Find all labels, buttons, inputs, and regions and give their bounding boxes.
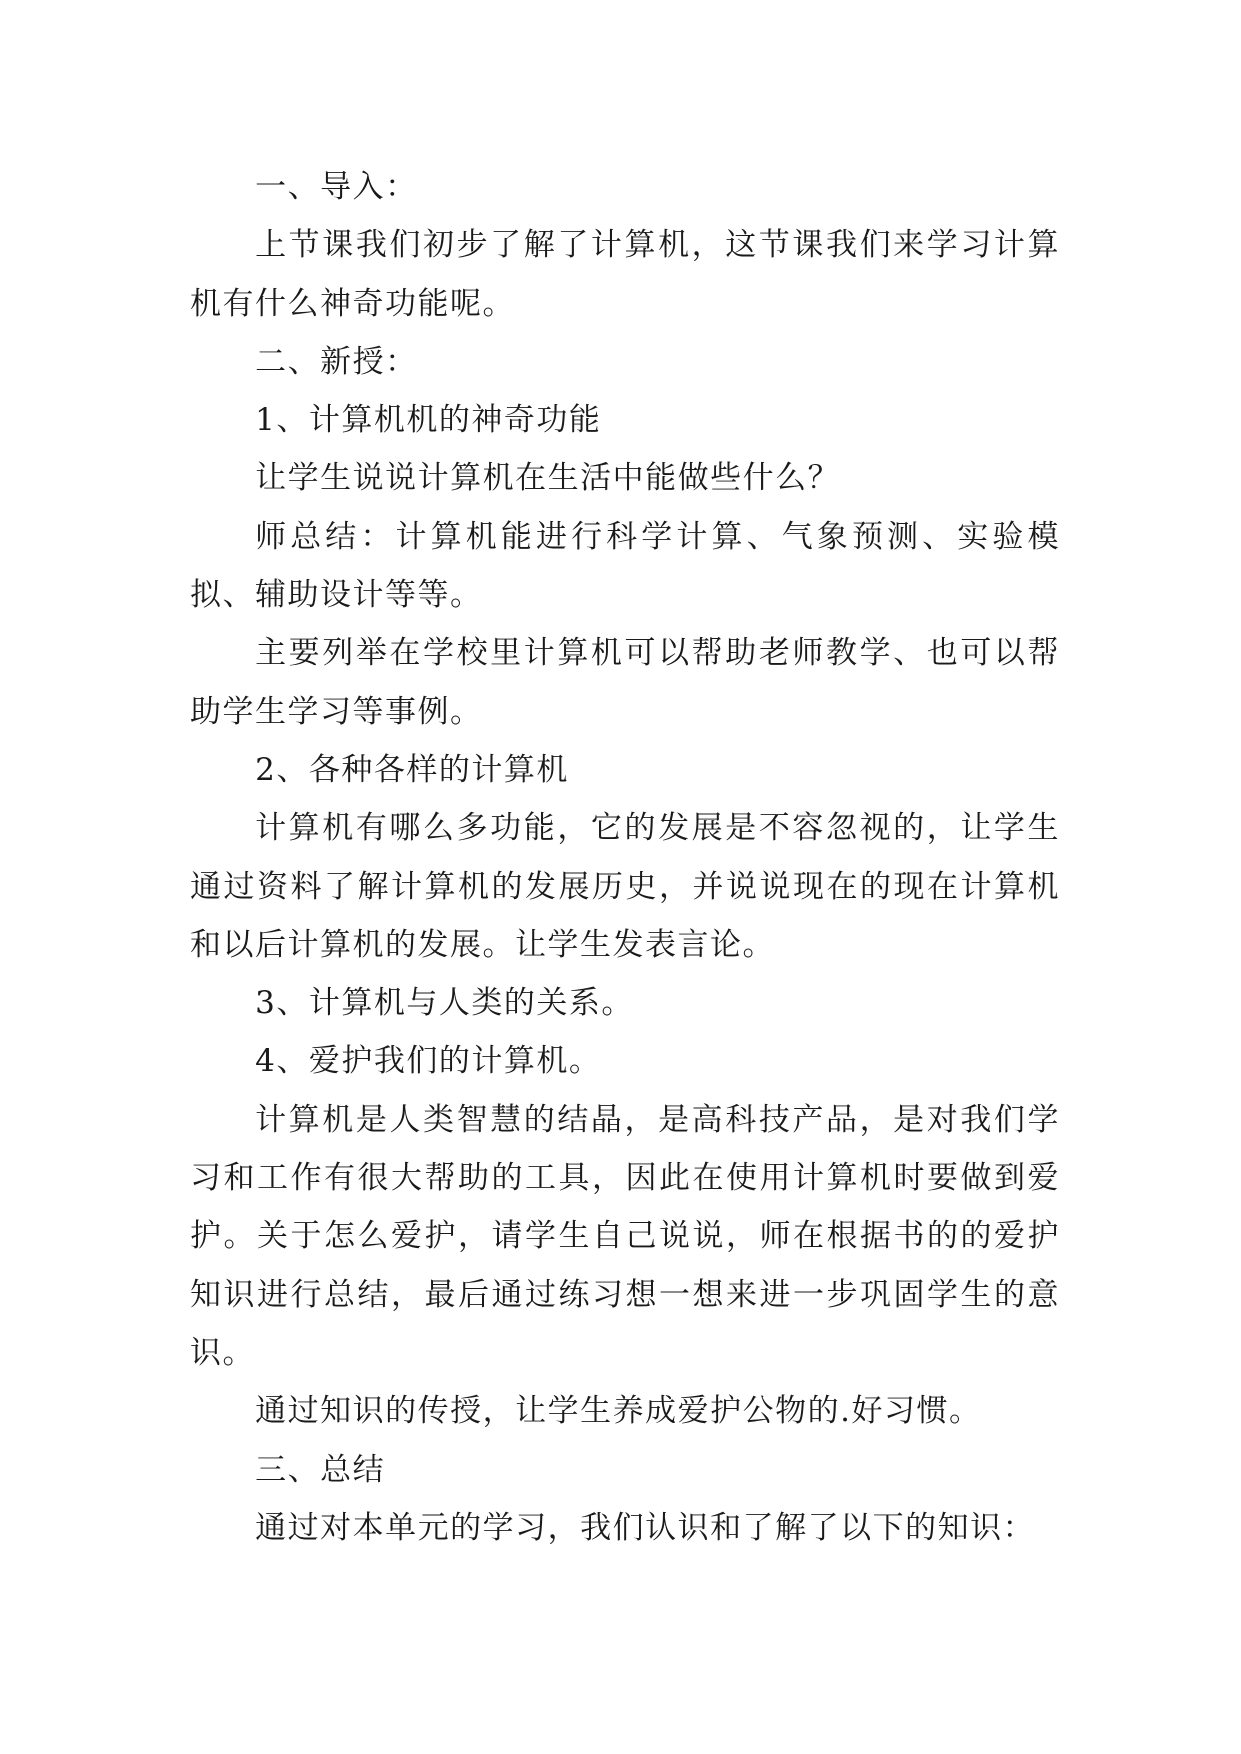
heading-intro: 一、导入： <box>255 169 418 205</box>
subheading-care: 4、爱护我们的计算机。 <box>255 1043 602 1080</box>
paragraph-teacher-summary: 师总结：计算机能进行科学计算、气象预测、实验模拟、辅助设计等等。 <box>190 518 1060 614</box>
heading-new-lesson: 二、新授： <box>255 343 418 380</box>
subheading-relationship: 3、计算机与人类的关系。 <box>255 985 634 1022</box>
paragraph-care-details: 计算机是人类智慧的结晶，是高科技产品，是对我们学习和工作有很大帮助的工具，因此在使用计算机时要做到爱护。关于怎么爱护，请学生自己说说，师在根据书的的爱护知识进行总结，最后通过练习想一想来进一步巩固学生的意识。 <box>190 1101 1060 1371</box>
subheading-functions: 1、计算机机的神奇功能 <box>255 402 602 439</box>
document-body <box>190 158 1060 1557</box>
heading-summary: 三、总结 <box>255 1451 386 1488</box>
subheading-types: 2、各种各样的计算机 <box>255 751 569 788</box>
paragraph-examples: 主要列举在学校里计算机可以帮助老师教学、也可以帮助学生学习等事例。 <box>190 635 1060 730</box>
paragraph-habit: 通过知识的传授，让学生养成爱护公物的.好习惯。 <box>255 1393 982 1430</box>
paragraph-question: 让学生说说计算机在生活中能做些什么？ <box>255 460 841 497</box>
paragraph-development: 计算机有哪么多功能，它的发展是不容忽视的，让学生通过资料了解计算机的发展历史，并说说现在的现在计算机和以后计算机的发展。让学生发表言论。 <box>190 810 1060 963</box>
paragraph-intro-text: 上节课我们初步了解了计算机，这节课我们来学习计算机有什么神奇功能呢。 <box>190 227 1060 322</box>
paragraph-summary-text: 通过对本单元的学习，我们认识和了解了以下的知识： <box>255 1509 1036 1546</box>
